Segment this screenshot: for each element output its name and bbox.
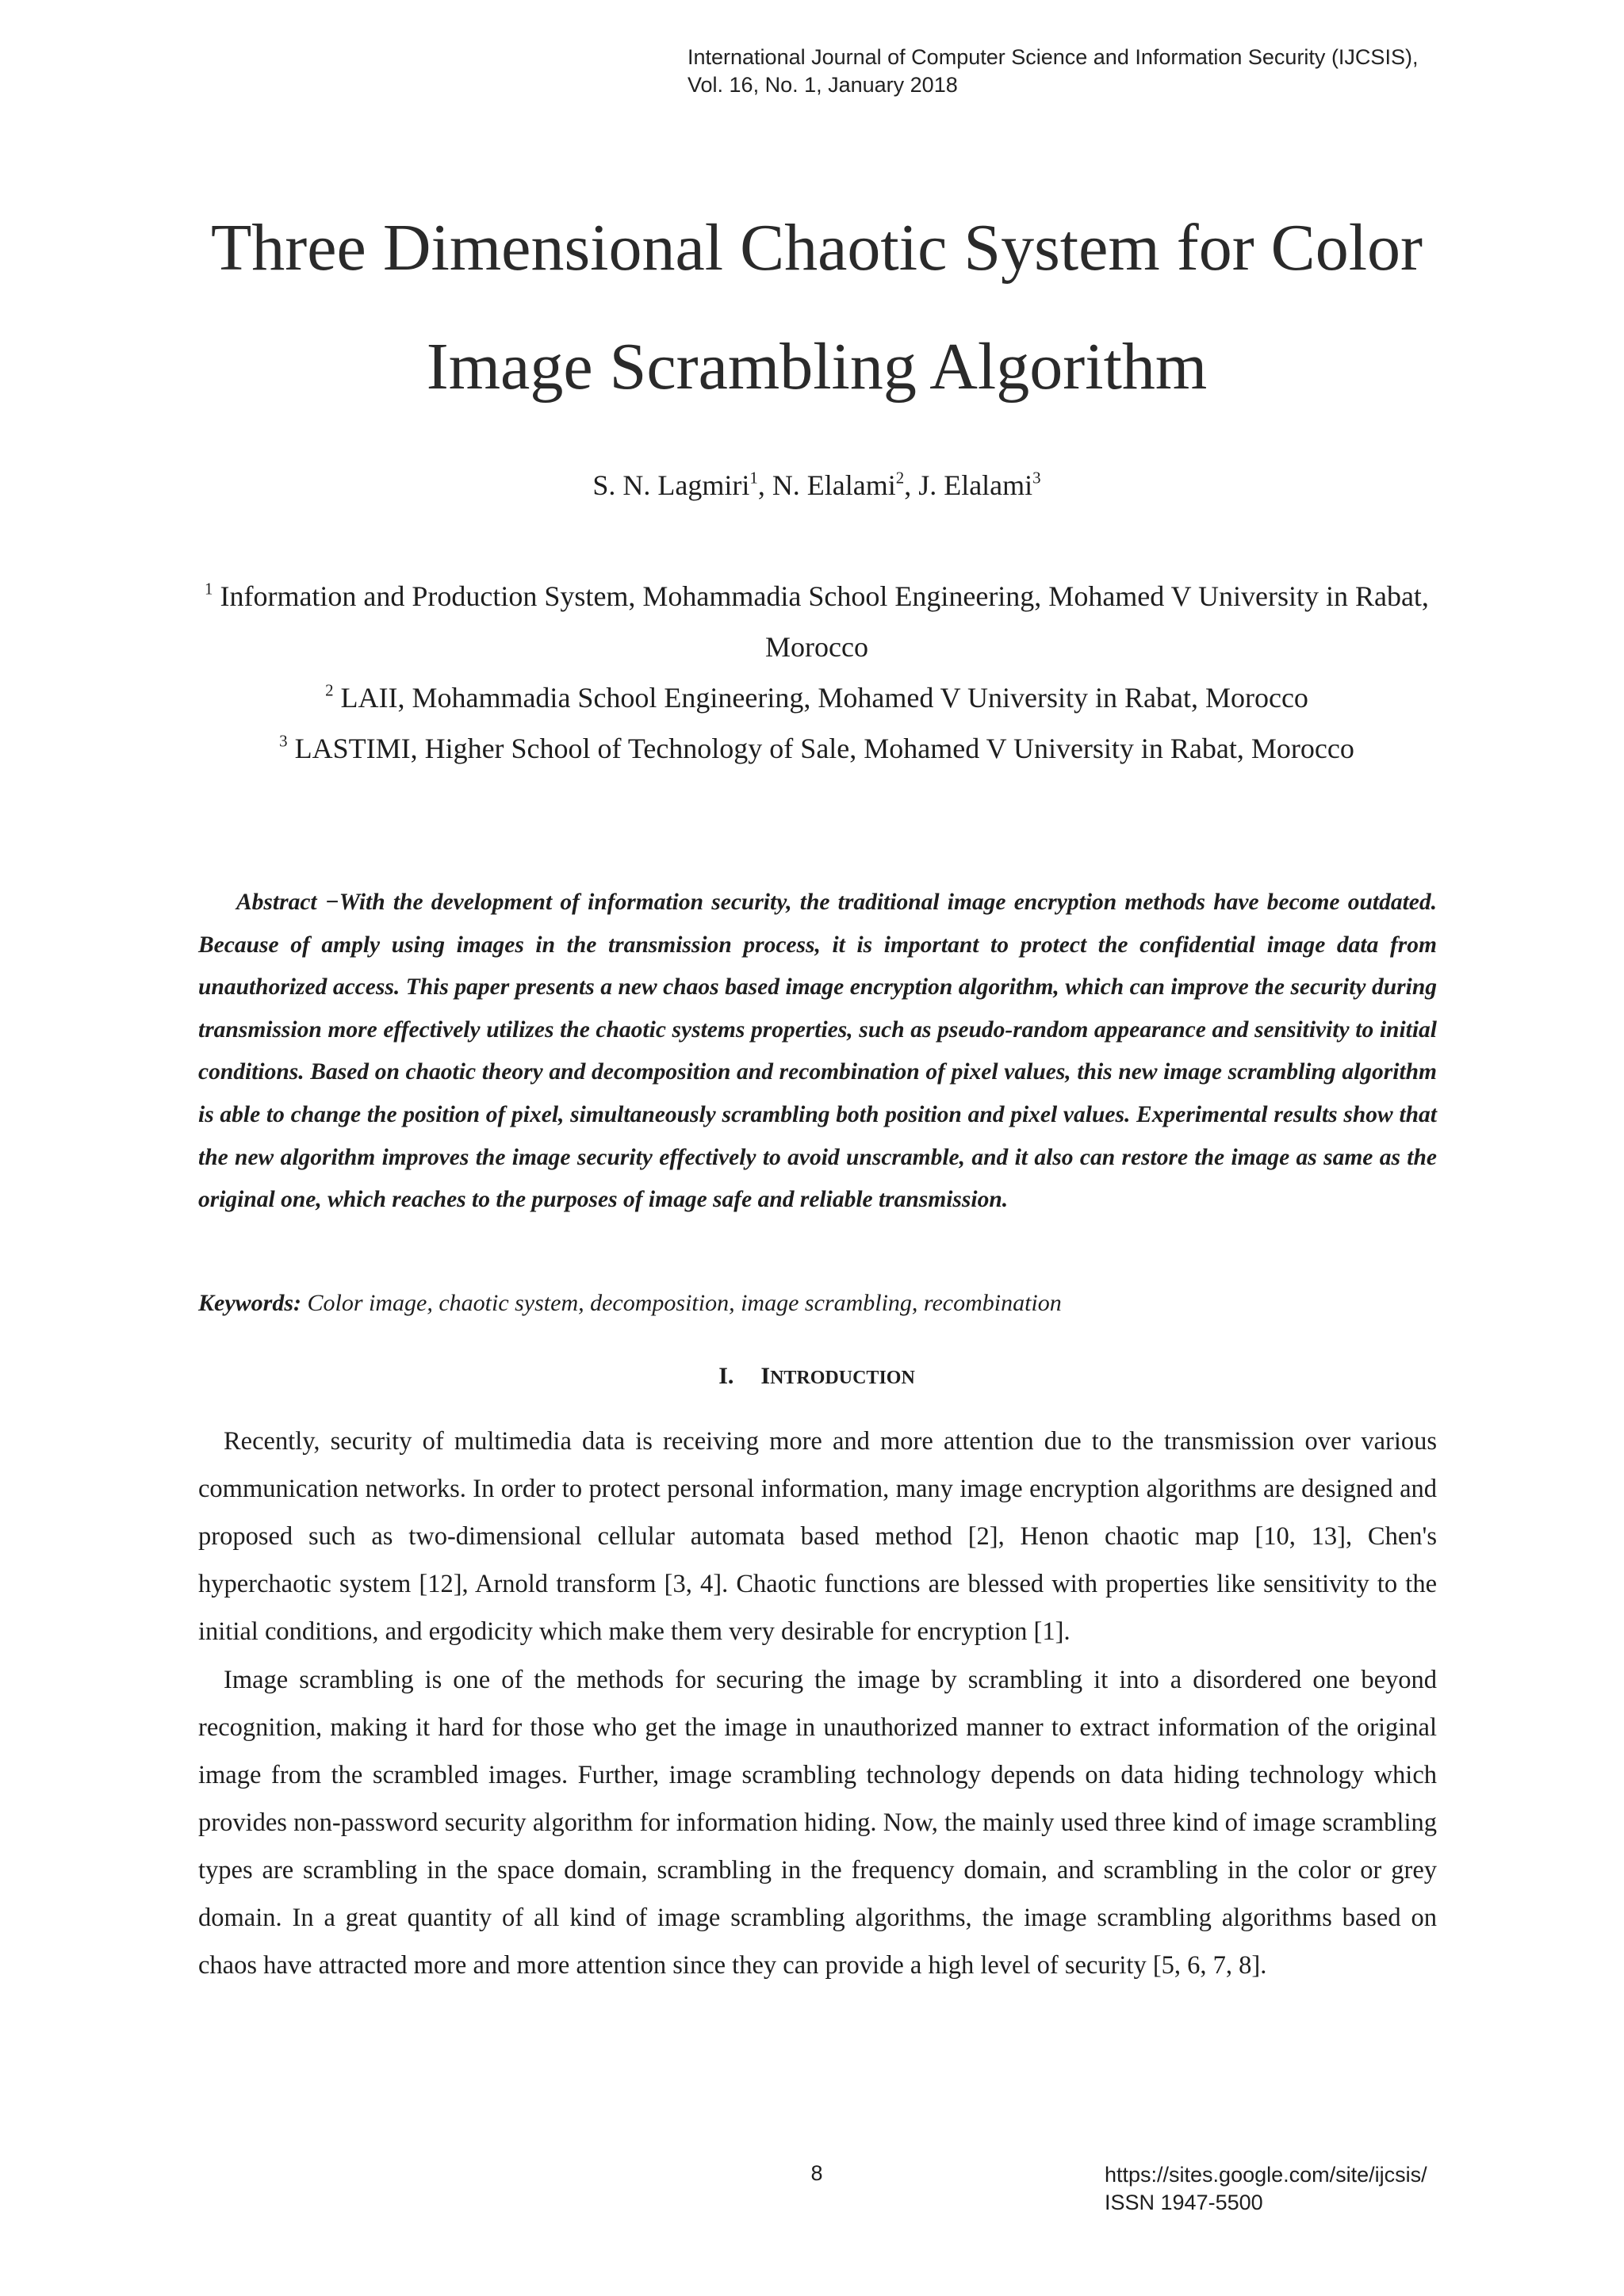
keywords-text: Color image, chaotic system, decomposition, image scrambling, recombination <box>301 1290 1062 1316</box>
affiliation-superscript: 3 <box>279 731 288 751</box>
section-title-initial: I <box>760 1363 771 1389</box>
journal-header <box>688 44 1576 99</box>
journal-name: International Journal of Computer Science and Information Security (IJCSIS), <box>688 45 1419 69</box>
section-number: I. <box>718 1363 734 1389</box>
author-name: J. Elalami <box>918 469 1033 501</box>
affiliation-text: LASTIMI, Higher School of Technology of Sale, Mohamed V University in Rabat, Morocco <box>294 733 1354 764</box>
footer-url[interactable]: https://sites.google.com/site/ijcsis/ <box>1105 2163 1427 2187</box>
footer-info <box>1105 2161 1596 2217</box>
title-line-2: Image Scrambling Algorithm <box>426 330 1208 404</box>
affiliation <box>198 571 1435 672</box>
page-number: 8 <box>810 2161 823 2185</box>
keywords-label: Keywords: <box>198 1290 301 1316</box>
affiliation-superscript: 2 <box>325 680 334 700</box>
affiliation-list <box>198 571 1435 774</box>
keywords <box>198 1288 1437 1319</box>
paper-title <box>119 189 1515 427</box>
author-name: N. Elalami <box>772 469 896 501</box>
footer-issn: ISSN 1947-5500 <box>1105 2191 1263 2214</box>
author-superscript: 1 <box>749 468 758 488</box>
affiliation-text: Information and Production System, Mohammadia School Engineering, Mohamed V University in Rabat, Morocco <box>220 580 1429 663</box>
author-superscript: 3 <box>1032 468 1041 488</box>
affiliation <box>198 723 1435 774</box>
abstract-dash: − <box>316 890 339 915</box>
title-line-1: Three Dimensional Chaotic System for Color <box>210 211 1423 285</box>
affiliation <box>198 672 1435 723</box>
body-paragraph: Image scrambling is one of the methods for securing the image by scrambling it into a disordered one beyond recognition, making it hard for those who get the image in unauthorized manner to extract information of the original image from the scrambled images. Further, image scrambling technology depends on data hiding technology which provides non-password security algorithm for information hiding. Now, the mainly used three kind of image scrambling types are scrambling in the space domain, scrambling in the frequency domain, and scrambling in the color or grey domain. In a great quantity of all kind of image scrambling algorithms, the image scrambling algorithms based on chaos have attracted more and more attention since they can provide a high level of security [5, 6, 7, 8]. <box>198 1666 1437 1980</box>
affiliation-text: LAII, Mohammadia School Engineering, Mohamed V University in Rabat, Morocco <box>340 682 1308 714</box>
section-heading-introduction <box>119 1360 1515 1394</box>
abstract-text: With the development of information security, the traditional image encryption methods have become outdated. Because of amply using images in the transmission process, it is important to protect the confidential image data from unauthorized access. This paper presents a new chaos based image encryption algorithm, which can improve the security during transmission more effectively utilizes the chaotic systems properties, such as pseudo-random appearance and sensitivity to initial conditions. Based on chaotic theory and decomposition and recombination of pixel values, this new image scrambling algorithm is able to change the position of pixel, simultaneously scrambling both position and pixel values. Experimental results show that the new algorithm improves the image security effectively to avoid unscramble, and it also can restore the image as same as the original one, which reaches to the purposes of image safe and reliable transmission. <box>198 890 1437 1213</box>
author-superscript: 2 <box>895 468 905 488</box>
author-list <box>119 464 1515 507</box>
section-title-rest: NTRODUCTION <box>770 1368 915 1388</box>
author-separator: , <box>757 469 772 501</box>
abstract-label: Abstract <box>236 890 317 915</box>
journal-volume: Vol. 16, No. 1, January 2018 <box>688 73 958 97</box>
author-separator: , <box>904 469 919 501</box>
abstract <box>198 882 1437 1222</box>
affiliation-superscript: 1 <box>205 579 213 599</box>
author-name: S. N. Lagmiri <box>592 469 750 501</box>
body-paragraph: Recently, security of multimedia data is receiving more and more attention due to the transmission over various communication networks. In order to protect personal information, many image encryption algorithms are designed and proposed such as two-dimensional cellular automata based method [2], Henon chaotic map [10, 13], Chen's hyperchaotic system [12], Arnold transform [3, 4]. Chaotic functions are blessed with properties like sensitivity to the initial conditions, and ergodicity which make them very desirable for encryption [1]. <box>198 1427 1437 1646</box>
